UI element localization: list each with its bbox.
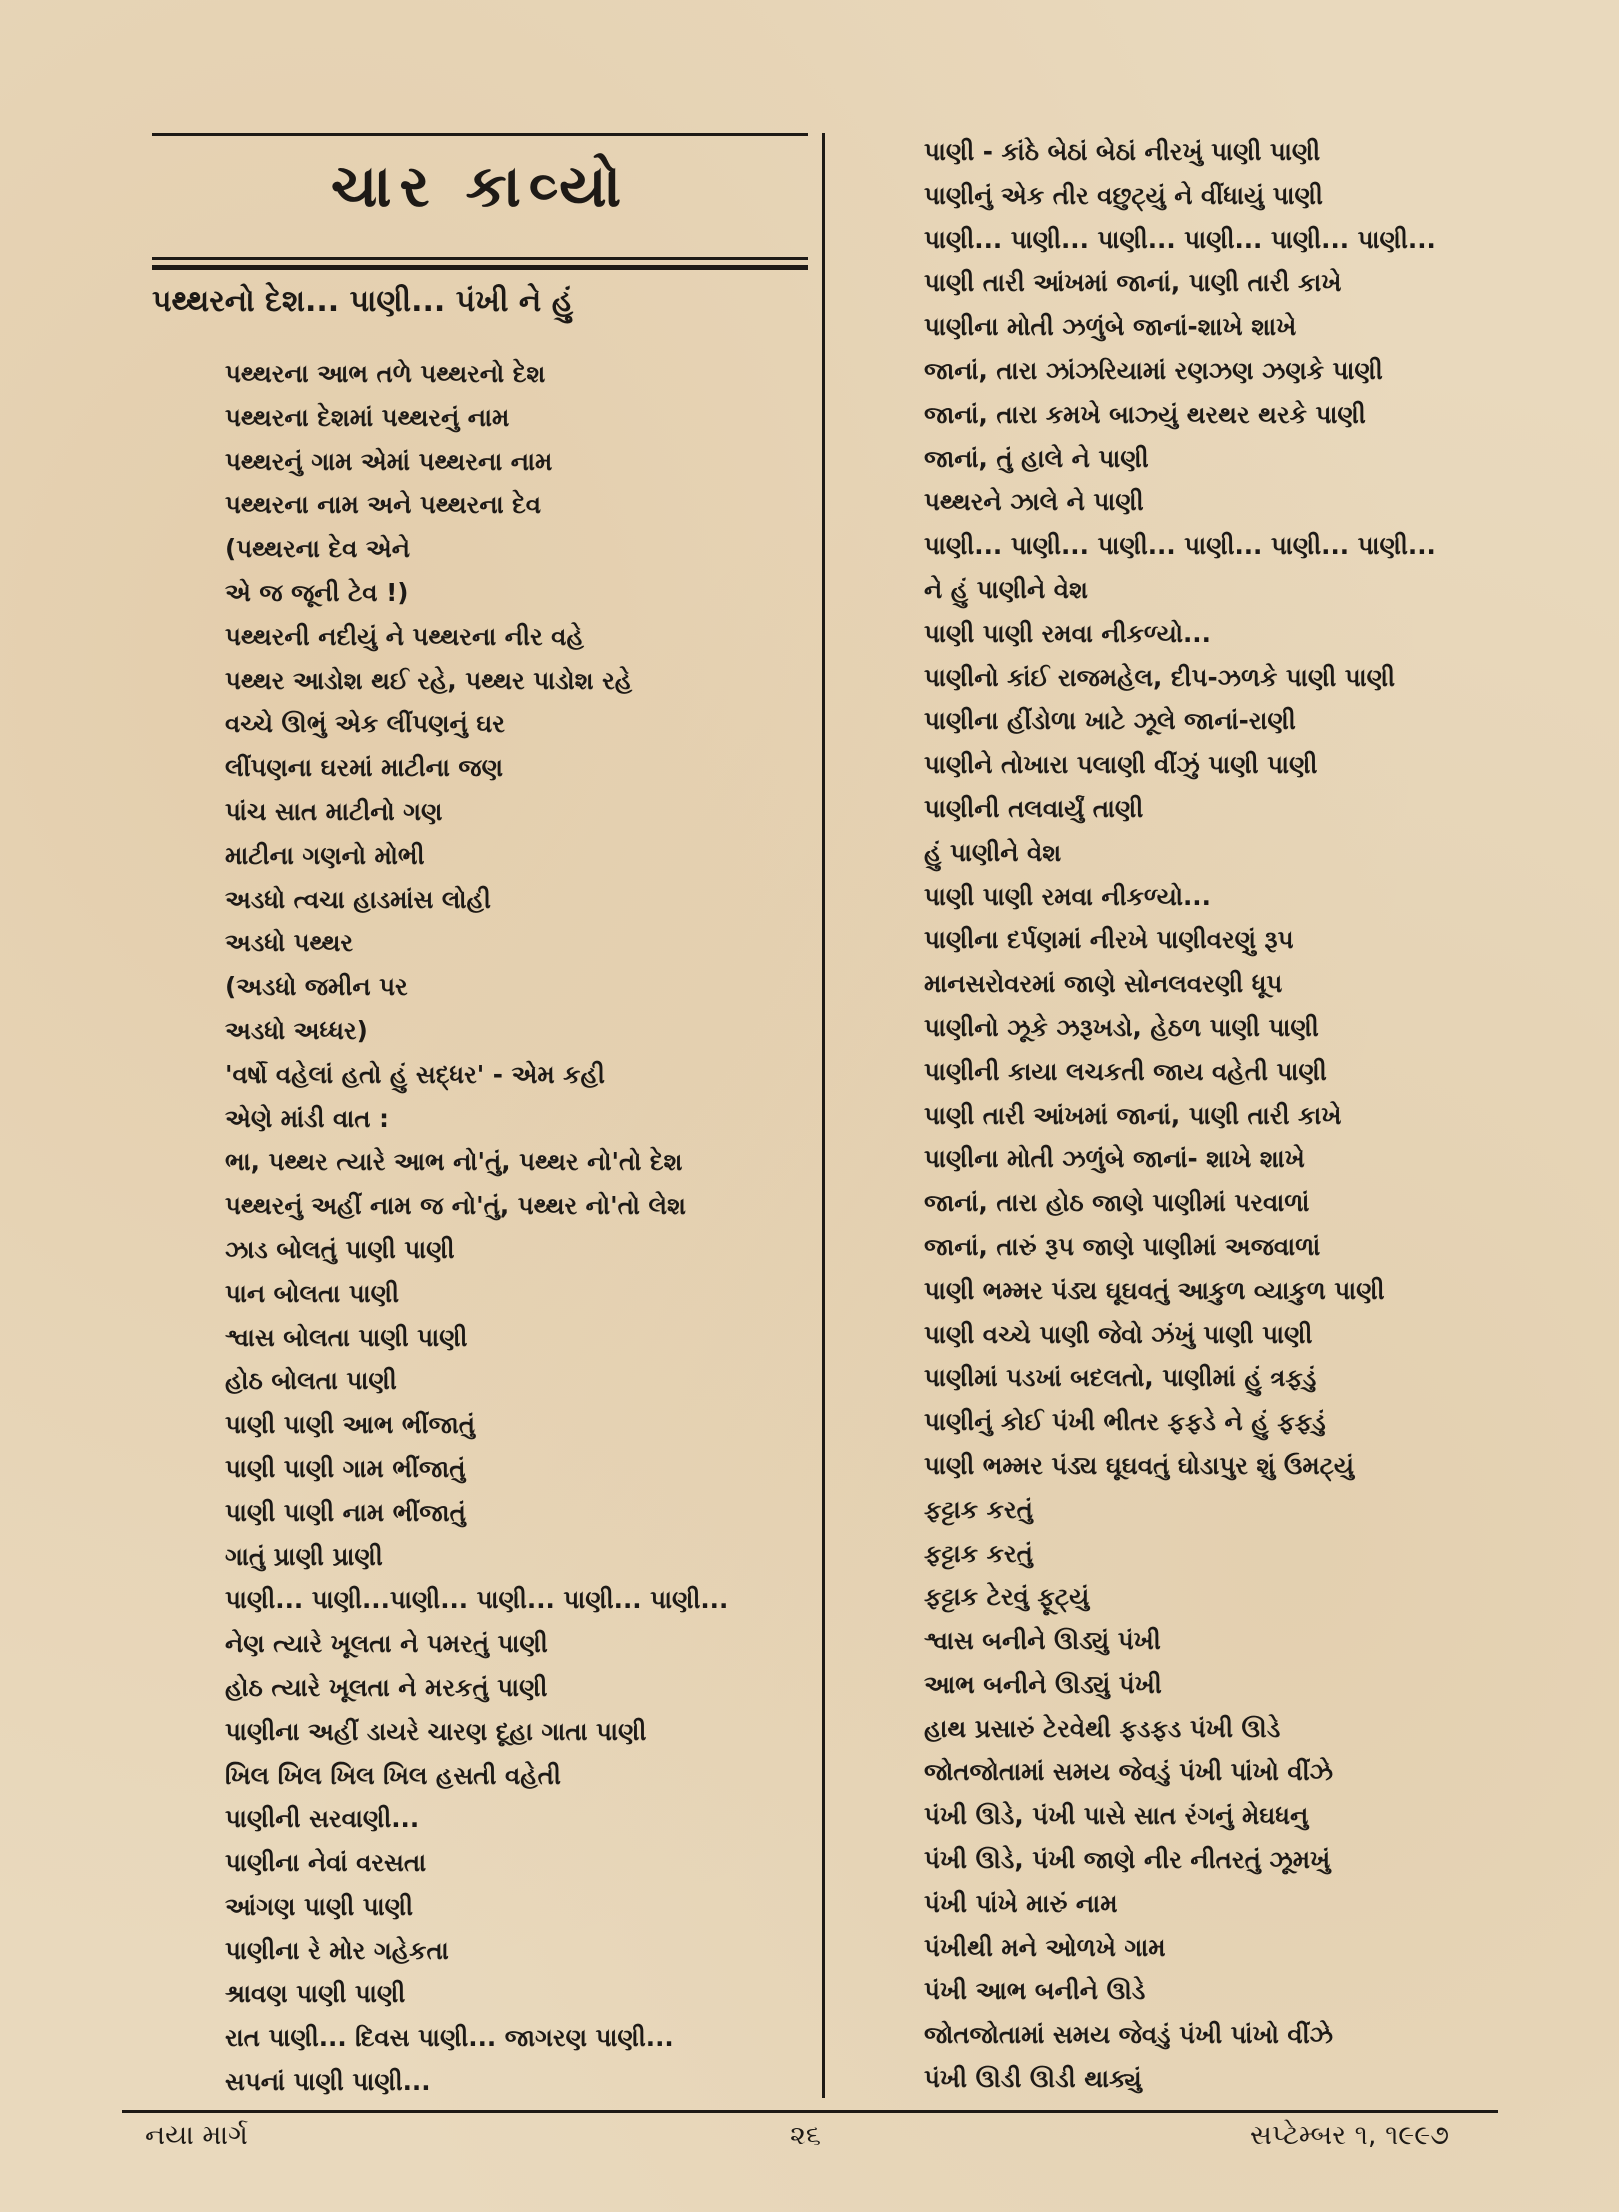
poem-line: શ્રાવણ પાણી પાણી	[225, 1979, 406, 2009]
poem-line: પાણીનો ઝૂકે ઝરૂખડો, હેઠળ પાણી પાણી	[924, 1012, 1319, 1042]
poem-line: પથ્થરના દેશમાં પથ્થરનું નામ	[225, 402, 510, 432]
poem-line: પથ્થરના નામ અને પથ્થરના દેવ	[225, 490, 542, 520]
title-rule-bottom	[152, 257, 808, 260]
poem-line: પંખી ઊડે, પંખી જાણે નીર નીતરતું ઝૂમખું	[924, 1845, 1331, 1875]
poem-line: પાણી ભમ્મર પંડ્ય ઘૂઘવતું ઘોડાપુર શું ઉમટ્યું	[924, 1450, 1354, 1480]
poem-line: પાણીનું એક તીર વછુટ્યું ને વીંધાયું પાણી	[924, 180, 1323, 210]
poem-line: ગાતું પ્રાણી પ્રાણી	[225, 1541, 383, 1571]
right-column	[924, 130, 1484, 2101]
poem-line: સપનાં પાણી પાણી...	[225, 2067, 431, 2097]
poem-line: 'વર્ષો વહેલાં હતો હું સદ્ધર' - એમ કહી	[225, 1059, 605, 1089]
poem-line: પાણીના મોતી ઝળુંબે જાનાં- શાખે શાખે	[924, 1144, 1305, 1174]
poem-line: ભા, પથ્થર ત્યારે આભ નો'તું, પથ્થર નો'તો દેશ	[225, 1147, 683, 1177]
poem-line: પંખી ઊડી ઊડી થાક્યું	[924, 2064, 1142, 2094]
title-rule-bottom-thick	[152, 265, 808, 270]
poem-line: ઝાડ બોલતું પાણી પાણી	[225, 1234, 455, 1264]
poem-line: પાણી પાણી નામ ભીંજાતું	[225, 1497, 466, 1527]
poem-line: પાણીના હીંડોળા ખાટે ઝૂલે જાનાં-રાણી	[924, 706, 1296, 736]
poem-line: પથ્થરને ઝાલે ને પાણી	[924, 487, 1144, 517]
poem-line: પાણી પાણી ગામ ભીંજાતું	[225, 1453, 466, 1483]
poem-line: જોતજોતામાં સમય જેવડું પંખી પાંખો વીંઝે	[924, 1757, 1333, 1787]
poem-line: એ જ જૂની ટેવ !)	[225, 577, 409, 607]
poem-line: ફટ્ટાક કરતું	[924, 1494, 1033, 1524]
poem-line: હું પાણીને વેશ	[924, 837, 1062, 867]
poem-line: રાત પાણી... દિવસ પાણી... જાગરણ પાણી...	[225, 2023, 674, 2053]
poem-line: પાણીના મોતી ઝળુંબે જાનાં-શાખે શાખે	[924, 312, 1297, 342]
poem-line: શ્વાસ બનીને ઊડ્યું પંખી	[924, 1626, 1161, 1656]
poem-line: (પથ્થરના દેવ એને	[225, 534, 410, 564]
left-column	[225, 352, 815, 2104]
poem-line: પાણી ભમ્મર પંડ્ય ઘૂઘવતું આકુળ વ્યાકુળ પાણી	[924, 1275, 1385, 1305]
poem-line: પાંચ સાત માટીનો ગણ	[225, 796, 443, 826]
poem-title: પથ્થરનો દેશ... પાણી... પંખી ને હું	[152, 284, 574, 319]
poem-line: પંખી ઊડે, પંખી પાસે સાત રંગનું મેઘધનુ	[924, 1801, 1309, 1831]
column-divider	[822, 133, 825, 2098]
poem-line: પાણીનું કોઈ પંખી ભીતર ફફડે ને હું ફફડું	[924, 1407, 1326, 1437]
poem-line: લીંપણના ઘરમાં માટીના જણ	[225, 753, 503, 783]
poem-line: પથ્થરનું ગામ એમાં પથ્થરના નામ	[225, 446, 553, 476]
poem-line: ફટ્ટાક કરતું	[924, 1538, 1033, 1568]
poem-line: જાનાં, તારા હોઠ જાણે પાણીમાં પરવાળાં	[924, 1188, 1310, 1218]
poem-line: એણે માંડી વાત :	[225, 1103, 389, 1133]
poem-line: પાણી... પાણી...પાણી... પાણી... પાણી... પાણી...	[225, 1585, 729, 1615]
poem-line: પાણી - કાંઠે બેઠાં બેઠાં નીરખું પાણી પાણી	[924, 137, 1321, 166]
poem-line: પાણી પાણી રમવા નીકળ્યો...	[924, 881, 1211, 911]
poem-line: વચ્ચે ઊભું એક લીંપણનું ઘર	[225, 709, 505, 739]
poem-line: માટીના ગણનો મોભી	[225, 840, 425, 870]
poem-line: હોઠ ત્યારે ખૂલતા ને મરકતું પાણી	[225, 1672, 548, 1702]
poem-line: પથ્થરના આભ તળે પથ્થરનો દેશ	[225, 359, 546, 388]
poem-line: અડધો ત્વચા હાડમાંસ લોહી	[225, 884, 491, 914]
poem-line: જાનાં, તારું રૂપ જાણે પાણીમાં અજવાળાં	[924, 1231, 1321, 1261]
poem-line: પંખી આભ બનીને ઊડે	[924, 1976, 1146, 2006]
poem-line: જાનાં, તારા ઝાંઝરિયામાં રણઝણ ઝણકે પાણી	[924, 355, 1383, 385]
poem-line: પથ્થર આડોશ થઈ રહે, પથ્થર પાડોશ રહે	[225, 665, 633, 695]
footer-page-number: ૨૬	[790, 2120, 821, 2151]
poem-line: પાણી વચ્ચે પાણી જેવો ઝંખું પાણી પાણી	[924, 1319, 1313, 1349]
footer-date: સપ્ટેમ્બર ૧, ૧૯૯૭	[1250, 2120, 1450, 2151]
poem-line: આંગણ પાણી પાણી	[225, 1891, 414, 1921]
poem-line: માનસરોવરમાં જાણે સોનલવરણી ધૂપ	[924, 969, 1283, 999]
poem-line: નેણ ત્યારે ખૂલતા ને પમરતું પાણી	[225, 1629, 548, 1659]
poem-line: હોઠ બોલતા પાણી	[225, 1366, 397, 1396]
poem-line: પાણીની કાયા લચકતી જાય વહેતી પાણી	[924, 1056, 1327, 1086]
poem-line: પાણી તારી આંખમાં જાનાં, પાણી તારી કાખે	[924, 268, 1342, 298]
poem-line: પાણી... પાણી... પાણી... પાણી... પાણી... પાણી...	[924, 224, 1436, 254]
poem-line: અડધો પથ્થર	[225, 928, 354, 958]
page-title: ચાર કાવ્યો	[330, 152, 630, 220]
poem-line: પાન બોલતા પાણી	[225, 1278, 400, 1308]
poem-line: આભ બનીને ઊડ્યું પંખી	[924, 1669, 1162, 1699]
poem-line: અડધો અધ્ધર)	[225, 1015, 368, 1045]
poem-line: (અડધો જમીન પર	[225, 972, 408, 1002]
poem-line: પાણી પાણી રમવા નીકળ્યો...	[924, 618, 1211, 648]
footer-publication: નયા માર્ગ	[145, 2120, 248, 2151]
title-rule-top	[152, 133, 808, 136]
poem-line: પંખી પાંખે મારું નામ	[924, 1888, 1118, 1918]
poem-line: પાણીની તલવાર્યું તાણી	[924, 793, 1144, 823]
poem-line: પાણીનો કાંઈ રાજમહેલ, દીપ-ઝળકે પાણી પાણી	[924, 662, 1396, 692]
poem-line: પાણી... પાણી... પાણી... પાણી... પાણી... પાણી...	[924, 531, 1436, 561]
poem-line: પાણીના દર્પણમાં નીરખે પાણીવરણું રૂપ	[924, 925, 1294, 955]
poem-line: શ્વાસ બોલતા પાણી પાણી	[225, 1322, 468, 1352]
poem-line: પાણીને તોખારા પલાણી વીંઝું પાણી પાણી	[924, 750, 1318, 780]
poem-line: પાણીની સરવાણી...	[225, 1804, 420, 1834]
poem-line: પંખીથી મને ઓળખે ગામ	[924, 1932, 1166, 1962]
poem-line: હાથ પ્રસારું ટેરવેથી ફડફડ પંખી ઊડે	[924, 1713, 1281, 1743]
poem-line: ને હું પાણીને વેશ	[924, 574, 1088, 604]
poem-line: પાણીના નેવાં વરસતા	[225, 1848, 427, 1878]
poem-line: જાનાં, તું હાલે ને પાણી	[924, 443, 1149, 473]
poem-line: જાનાં, તારા કમખે બાઝ્યું થરથર થરકે પાણી	[924, 399, 1366, 429]
poem-line: પથ્થરનું અહીં નામ જ નો'તું, પથ્થર નો'તો લેશ	[225, 1191, 686, 1221]
footer-rule	[122, 2110, 1498, 2113]
poem-line: જોતજોતામાં સમય જેવડું પંખી પાંખો વીંઝે	[924, 2020, 1333, 2050]
poem-line: પાણીના અહીં ડાયરે ચારણ દૂહા ગાતા પાણી	[225, 1716, 647, 1746]
poem-line: પથ્થરની નદીયું ને પથ્થરના નીર વહે	[225, 621, 584, 651]
poem-line: ફટ્ટાક ટેરવું ફૂટ્યું	[924, 1582, 1090, 1612]
poem-line: પાણી તારી આંખમાં જાનાં, પાણી તારી કાખે	[924, 1100, 1342, 1130]
poem-line: પાણીના રે મોર ગહેકતા	[225, 1935, 449, 1965]
poem-line: પાણી પાણી આભ ભીંજાતું	[225, 1410, 476, 1440]
poem-line: પાણીમાં પડખાં બદલતો, પાણીમાં હું ત્રફડું	[924, 1363, 1317, 1393]
poem-line: ખિલ ખિલ ખિલ ખિલ હસતી વહેતી	[225, 1760, 561, 1790]
